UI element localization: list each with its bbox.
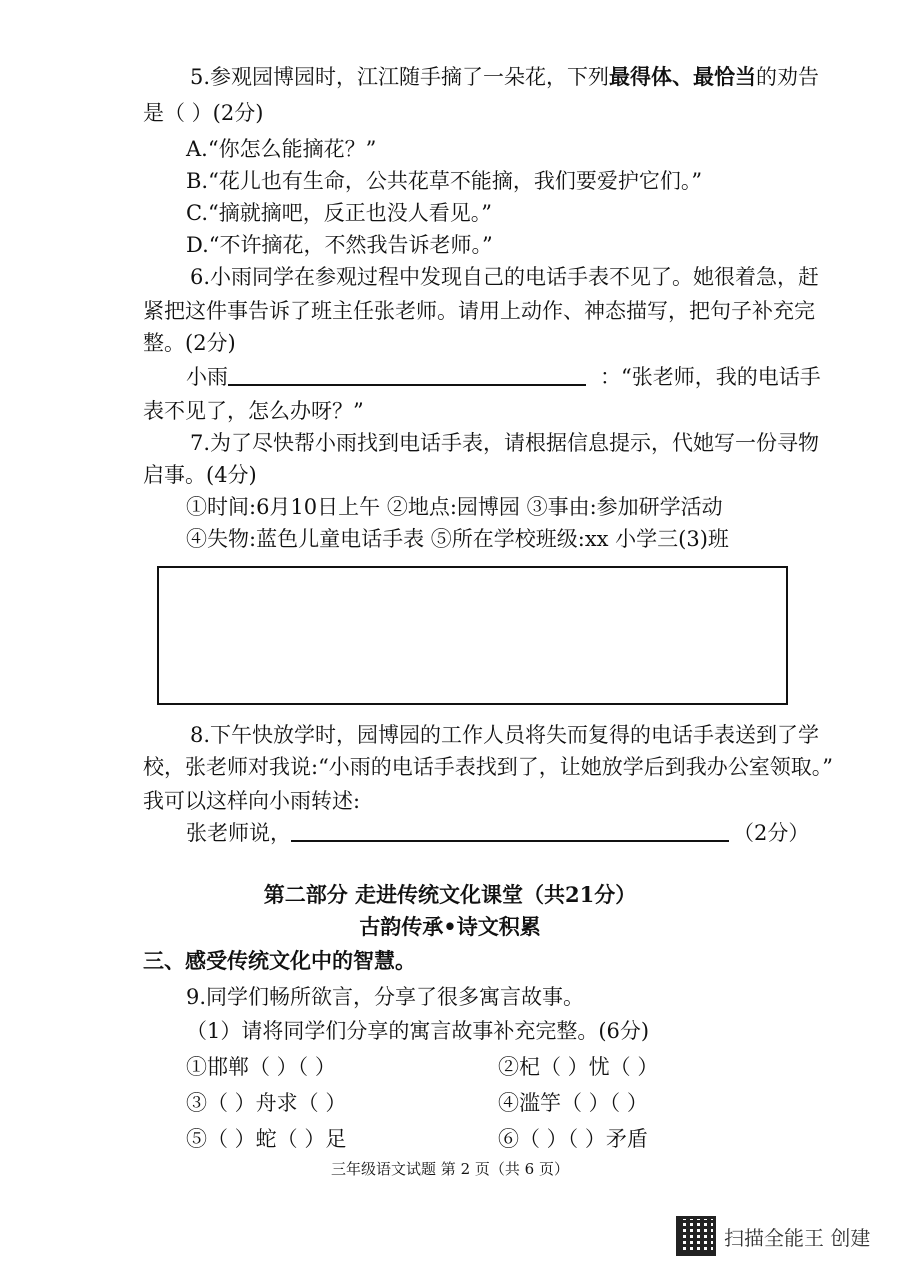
scanner-watermark: 扫描全能王 创建 [724,1226,871,1250]
q5-stem-line2: 是（ ）(2分) [143,101,264,125]
q7-info-row2: ④失物:蓝色儿童电话手表 ⑤所在学校班级:xx 小学三(3)班 [186,527,729,551]
q5-stem-line1 [190,62,819,92]
idiom-3: ③（ ）舟求（ ） [186,1091,347,1115]
q5-stem-tail: 的劝告 [756,65,820,89]
idiom-4: ④滥竽（ ）（ ） [498,1091,648,1115]
q6-stem-line2: 紧把这件事告诉了班主任张老师。请用上动作、神态描写，把句子补充完 [143,299,815,323]
q8-answer-line [186,818,809,848]
part2-title: 第二部分 走进传统文化课堂（共21分） [263,882,637,907]
q6-quote-start: ：“张老师，我的电话手 [600,365,821,389]
q5-option-b: B.“花儿也有生命，公共花草不能摘，我们要爱护它们。” [186,169,703,193]
q6-answer-blank[interactable] [228,362,586,386]
q5-stem-text: 5.参观园博园时，江江随手摘了一朵花，下列 [190,65,610,89]
page-footer: 三年级语文试题 第 2 页（共 6 页） [331,1160,569,1178]
idiom-6: ⑥（ ）（ ）矛盾 [498,1127,648,1151]
idiom-1: ①邯郸（ ）（ ） [186,1055,336,1079]
q7-stem-line2: 启事。(4分) [143,463,257,487]
idiom-2: ②杞（ ）忧（ ） [498,1055,659,1079]
q6-speaker: 小雨 [186,365,228,389]
q7-info-row1: ①时间:6月10日上午 ②地点:园博园 ③事由:参加研学活动 [186,495,723,519]
q5-option-c: C.“摘就摘吧，反正也没人看见。” [186,201,492,225]
q9-stem: 9.同学们畅所欲言，分享了很多寓言故事。 [186,985,585,1009]
part2-subtitle: 古韵传承•诗文积累 [359,914,541,939]
q5-option-d: D.“不许摘花，不然我告诉老师。” [186,233,493,257]
q8-score: （2分） [733,821,810,845]
q8-answer-blank[interactable] [291,818,729,842]
idiom-5: ⑤（ ）蛇（ ）足 [186,1127,347,1151]
q8-stem-line3: 我可以这样向小雨转述: [143,789,361,813]
q8-stem-line1: 8.下午快放学时，园博园的工作人员将失而复得的电话手表送到了学 [190,723,820,747]
q5-option-a: A.“你怎么能摘花？” [186,137,377,161]
q6-answer-line [186,362,821,392]
q7-stem-line1: 7.为了尽快帮小雨找到电话手表，请根据信息提示，代她写一份寻物 [190,431,820,455]
q9-1-stem: （1）请将同学们分享的寓言故事补充完整。(6分) [186,1019,650,1043]
qr-code-icon [676,1216,716,1256]
q8-stem-line2: 校，张老师对我说:“小雨的电话手表找到了，让她放学后到我办公室领取。” [143,755,834,779]
section3-heading: 三、感受传统文化中的智慧。 [143,948,416,973]
q6-quote-end: 表不见了，怎么办呀？” [143,399,364,423]
q5-stem-bold: 最得体、最恰当 [609,64,757,89]
q6-stem-line3: 整。(2分) [143,331,236,355]
q8-prefix: 张老师说， [186,821,291,845]
q6-stem-line1: 6.小雨同学在参观过程中发现自己的电话手表不见了。她很着急，赶 [190,265,820,289]
q7-answer-box[interactable] [157,566,788,705]
